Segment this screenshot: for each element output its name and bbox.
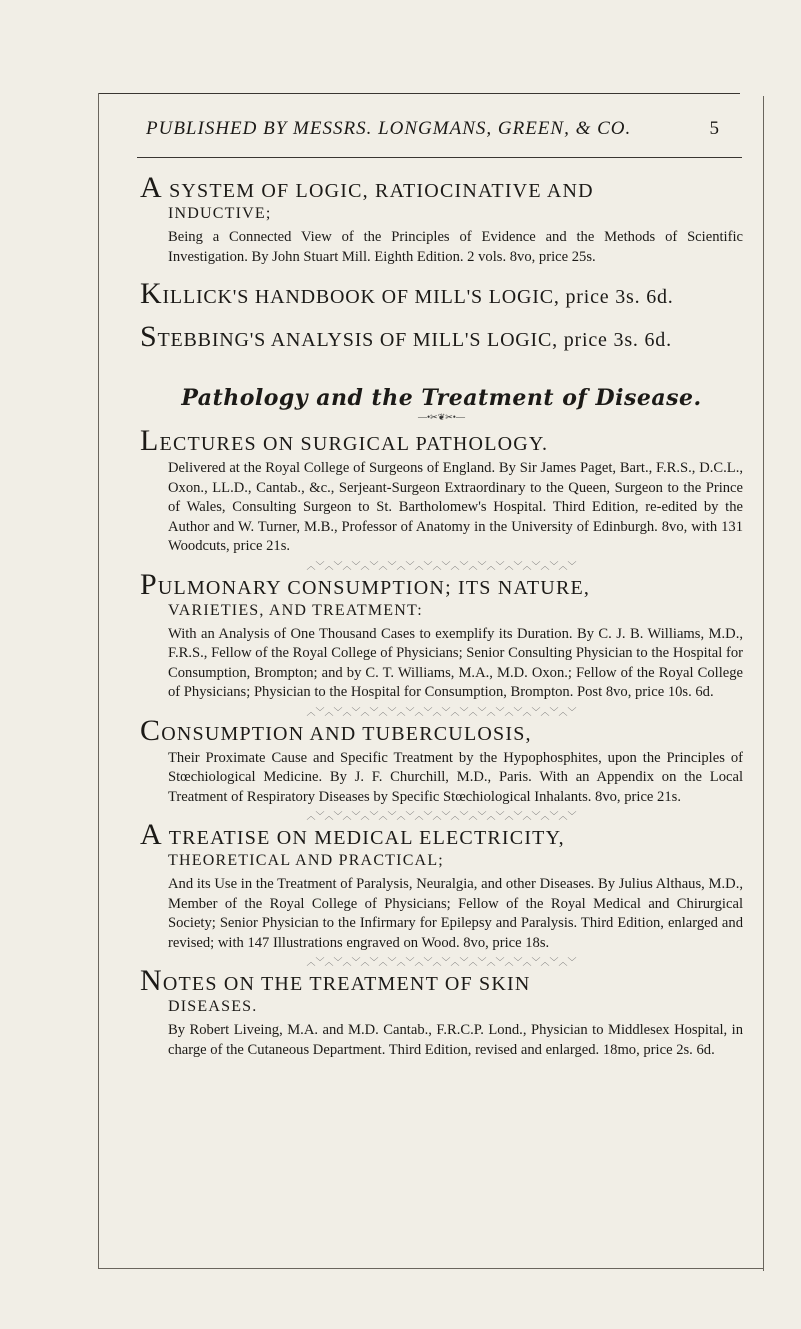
entry-description: With an Analysis of One Thousand Cases to exemplify its Duration. By C. J. B. Williams, M.D., F.R.S., Fellow of the Royal College of Physicians; Senior Consulting Physician to the Hospital for Consumption, Brompton; and by C. T. Williams, M.A., M.D. Oxon.; Fellow of the Royal College of Physicians; Physician to the Hospital for Consumption, Brompton. Post 8vo, price 10s. 6d. [168, 625, 743, 700]
drop-initial: S [140, 320, 158, 353]
entry-title [140, 424, 743, 457]
page-number: 5 [709, 118, 720, 139]
drop-initial: C [140, 713, 162, 747]
separator: ︿﹀︿﹀︿﹀︿﹀︿﹀︿﹀︿﹀︿﹀︿﹀︿﹀︿﹀︿﹀︿﹀︿﹀︿﹀ [306, 957, 577, 967]
drop-initial: K [140, 277, 163, 310]
separator: ︿﹀︿﹀︿﹀︿﹀︿﹀︿﹀︿﹀︿﹀︿﹀︿﹀︿﹀︿﹀︿﹀︿﹀︿﹀ [306, 706, 577, 717]
publisher-line: PUBLISHED BY MESSRS. LONGMANS, GREEN, & CO. [146, 118, 632, 139]
entry-description: Their Proximate Cause and Specific Treatment by the Hypophosphites, upon the Principles of Stœchiological Medicine. By J. F. Churchill, M.D., Paris. With an Appendix on the Local Treatment of Respiratory Diseases by Specific Stœchiological Inhalants. 8vo, price 21s. [168, 749, 743, 805]
entry-subtitle: DISEASES. [168, 998, 258, 1015]
entry-title-text: TREATISE ON MEDICAL ELECTRICITY, [162, 827, 565, 849]
page-border-bottom [98, 1268, 764, 1269]
entry-title [140, 818, 743, 851]
drop-initial: N [140, 964, 163, 997]
drop-initial: A [140, 171, 163, 204]
entry-subtitle: INDUCTIVE; [168, 205, 272, 222]
page-content [140, 171, 743, 1060]
entry-consumption-tuberculosis [140, 713, 743, 808]
section-heading: Pathology and the Treatment of Disease. [181, 385, 702, 411]
drop-initial: A [140, 818, 163, 851]
entry-title-text: ULMONARY CONSUMPTION; ITS NATURE, [157, 576, 591, 599]
entry-skin-diseases [140, 964, 743, 1060]
entry-title [140, 713, 743, 747]
entry-subtitle: VARIETIES, AND TREATMENT: [168, 601, 423, 619]
entry-pulmonary-consumption [140, 567, 743, 703]
entry-medical-electricity [140, 818, 743, 953]
separator: ︿﹀︿﹀︿﹀︿﹀︿﹀︿﹀︿﹀︿﹀︿﹀︿﹀︿﹀︿﹀︿﹀︿﹀︿﹀ [306, 560, 577, 571]
entry-killick-handbook [140, 277, 743, 310]
section-ornament: —•✂❦✂•— [418, 412, 465, 422]
entry-title-text: ILLICK'S HANDBOOK OF MILL'S LOGIC, price 3s. 6d. [162, 286, 674, 308]
page-border-top [98, 93, 740, 94]
entry-subtitle: THEORETICAL AND PRACTICAL; [168, 852, 444, 869]
page-border-left [98, 93, 99, 1268]
entry-description: Delivered at the Royal College of Surgeons of England. By Sir James Paget, Bart., F.R.S., D.C.L., Oxon., LL.D., Cantab., &c., Serjeant-Surgeon Extraordinary to the Queen, Surgeon to the Prince of Wales, Consulting Surgeon to St. Bartholomew's Hospital. Third Edition, re-edited by the Author and W. Turner, M.B., Professor of Anatomy in the University of Edinburgh. 8vo, with 131 Woodcuts, price 21s. [168, 460, 743, 554]
entry-title-text: OTES ON THE TREATMENT OF SKIN [162, 973, 531, 995]
entry-title-text: ECTURES ON SURGICAL PATHOLOGY. [159, 433, 549, 455]
running-head [146, 118, 746, 140]
drop-initial: P [140, 567, 158, 601]
entry-title-text: SYSTEM OF LOGIC, RATIOCINATIVE AND [162, 180, 594, 202]
entry-description: Being a Connected View of the Principles of Evidence and the Methods of Scientific Investigation. By John Stuart Mill. Eighth Edition. 2 vols. 8vo, price 25s. [168, 229, 743, 265]
entry-description: By Robert Liveing, M.A. and M.D. Cantab., F.R.C.P. Lond., Physician to Middlesex Hospital, in charge of the Cutaneous Department. Third Edition, revised and enlarged. 18mo, price 2s. 6d. [168, 1022, 743, 1058]
page-border-right [763, 96, 764, 1271]
drop-initial: L [140, 424, 160, 457]
entry-stebbing-analysis [140, 320, 743, 353]
separator: ︿﹀︿﹀︿﹀︿﹀︿﹀︿﹀︿﹀︿﹀︿﹀︿﹀︿﹀︿﹀︿﹀︿﹀︿﹀ [306, 811, 577, 821]
entry-title [140, 567, 743, 601]
entry-description: And its Use in the Treatment of Paralysis, Neuralgia, and other Diseases. By Julius Althaus, M.D., Member of the Royal College of Physicians; Fellow of the Royal Medical and Chirurgical Society; Senior Physician to the Infirmary for Epilepsy and Paralysis. Third Edition, enlarged and revised; with 147 Illustrations engraved on Wood. 8vo, price 18s. [168, 876, 743, 951]
entry-title [140, 964, 743, 997]
header-rule [137, 157, 742, 158]
entry-title [140, 171, 743, 204]
entry-system-of-logic [140, 171, 743, 267]
entry-title-text: TEBBING'S ANALYSIS OF MILL'S LOGIC, price 3s. 6d. [157, 329, 672, 351]
entry-title-text: ONSUMPTION AND TUBERCULOSIS, [161, 722, 532, 745]
entry-surgical-pathology [140, 424, 743, 557]
